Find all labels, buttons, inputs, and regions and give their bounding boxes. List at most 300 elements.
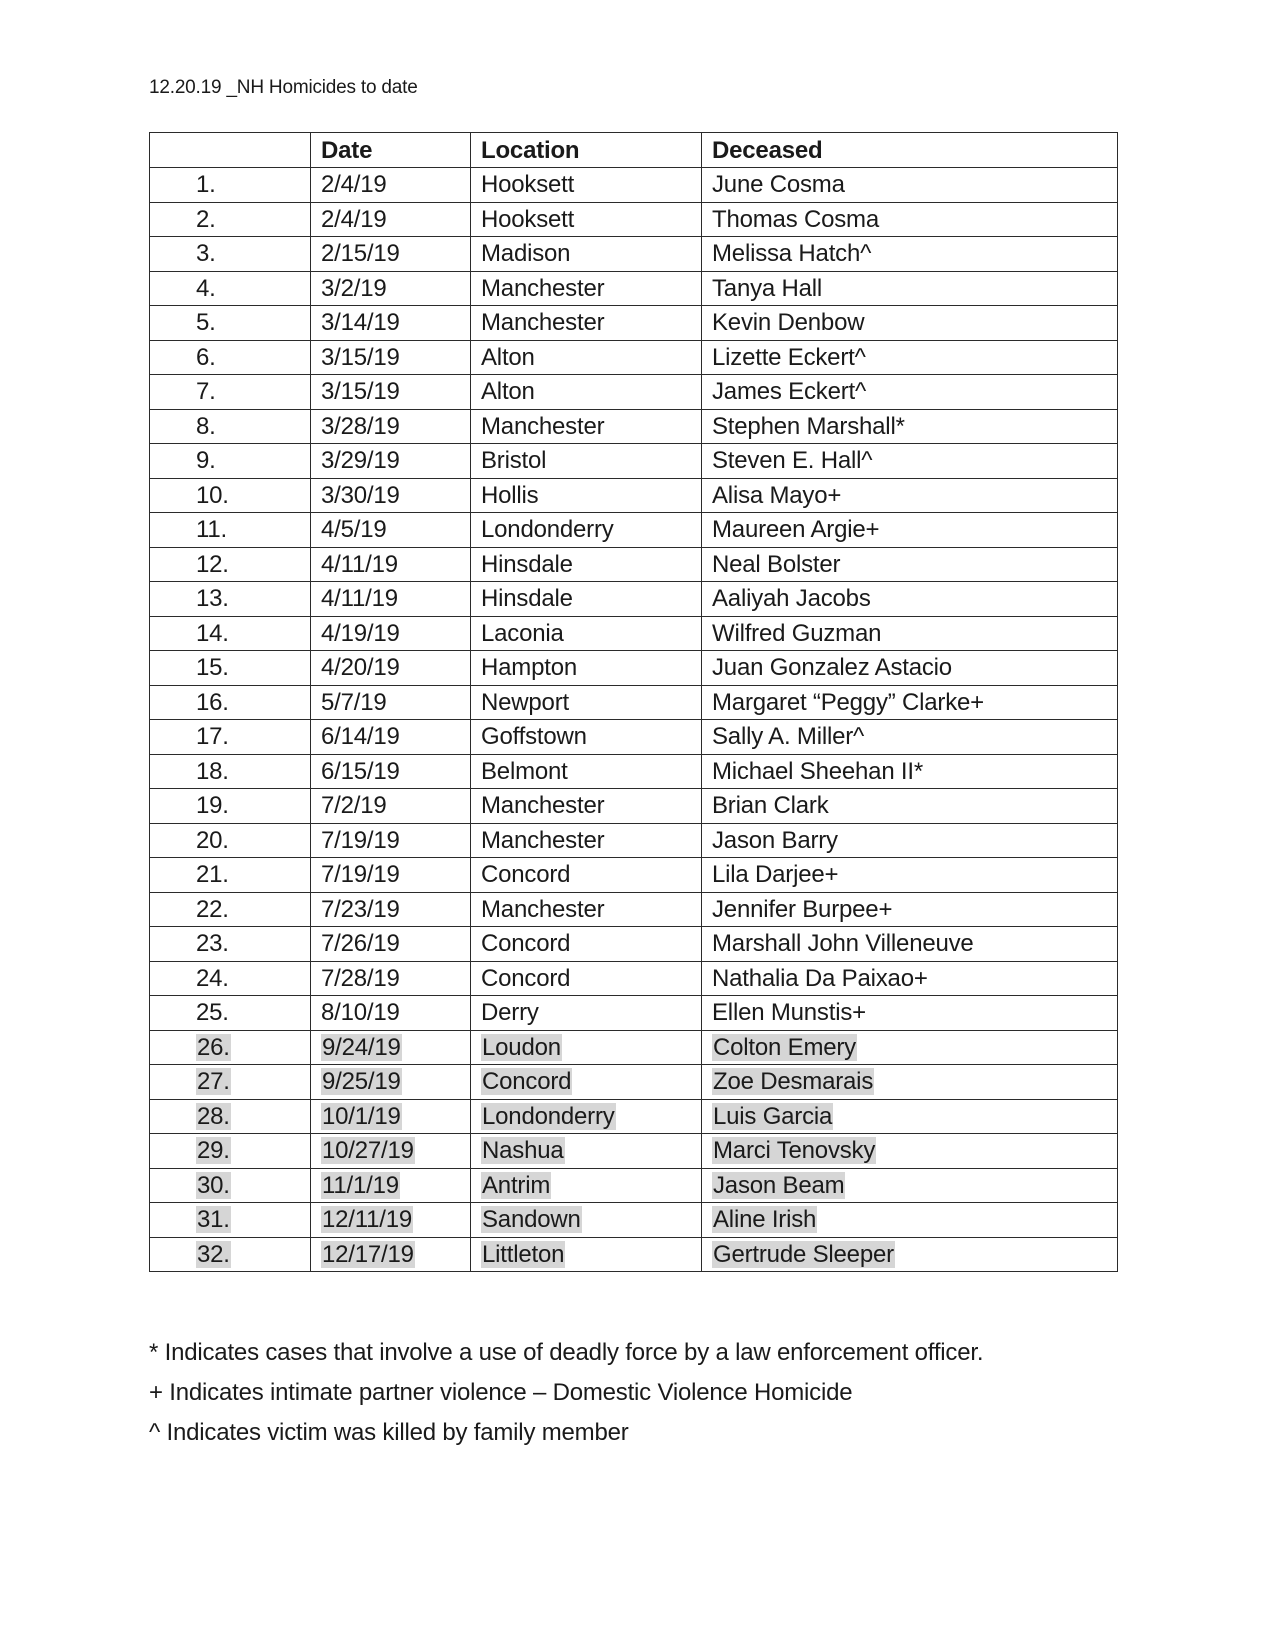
row-deceased-cell (702, 306, 1118, 341)
row-location: Manchester (481, 412, 605, 440)
row-number-cell (150, 754, 311, 789)
table-row (150, 202, 1118, 237)
row-location: Manchester (481, 792, 605, 820)
table-row (150, 168, 1118, 203)
row-deceased: Gertrude Sleeper (713, 1240, 894, 1268)
row-number: 14. (196, 619, 229, 647)
row-location-cell (471, 858, 702, 893)
table-row (150, 1030, 1118, 1065)
row-number: 6. (196, 343, 216, 371)
row-date-cell (311, 1134, 471, 1169)
table-row (150, 1237, 1118, 1272)
row-deceased: Thomas Cosma (712, 205, 879, 233)
row-date-cell (311, 789, 471, 824)
row-date-cell (311, 754, 471, 789)
row-date: 7/23/19 (321, 895, 400, 923)
row-deceased-cell (702, 409, 1118, 444)
row-deceased-cell (702, 651, 1118, 686)
row-date: 7/19/19 (321, 861, 400, 889)
row-number-cell (150, 582, 311, 617)
row-deceased-cell (702, 1030, 1118, 1065)
footnote-family-member: ^ Indicates victim was killed by family member (149, 1419, 629, 1446)
row-location: Hinsdale (481, 585, 573, 613)
table-row (150, 375, 1118, 410)
row-date: 7/19/19 (321, 826, 400, 854)
table-row (150, 1065, 1118, 1100)
row-number-cell (150, 789, 311, 824)
row-deceased: June Cosma (712, 171, 845, 199)
row-date-cell (311, 478, 471, 513)
row-deceased: Alisa Mayo+ (712, 481, 842, 509)
row-date-cell (311, 720, 471, 755)
row-deceased-cell (702, 582, 1118, 617)
row-deceased: Steven E. Hall^ (712, 447, 873, 475)
row-number: 18. (196, 757, 229, 785)
row-location-cell (471, 237, 702, 272)
table-row (150, 478, 1118, 513)
row-number-cell (150, 651, 311, 686)
row-date-cell (311, 168, 471, 203)
table-row (150, 651, 1118, 686)
row-number: 26. (197, 1033, 230, 1061)
row-deceased-cell (702, 444, 1118, 479)
row-location: Belmont (481, 757, 568, 785)
row-deceased-cell (702, 237, 1118, 272)
row-deceased-cell (702, 1168, 1118, 1203)
row-deceased-cell (702, 996, 1118, 1031)
row-date-cell (311, 996, 471, 1031)
table-row (150, 754, 1118, 789)
row-date-cell (311, 306, 471, 341)
row-location-cell (471, 1065, 702, 1100)
row-location-cell (471, 444, 702, 479)
row-date: 6/14/19 (321, 723, 400, 751)
row-location-cell (471, 582, 702, 617)
row-location-cell (471, 1237, 702, 1272)
row-deceased-cell (702, 1237, 1118, 1272)
row-date: 10/1/19 (322, 1102, 401, 1130)
row-number: 16. (196, 688, 229, 716)
row-location: Manchester (481, 309, 605, 337)
row-number-cell (150, 547, 311, 582)
row-deceased-cell (702, 202, 1118, 237)
row-date: 3/15/19 (321, 378, 400, 406)
row-number-cell (150, 892, 311, 927)
row-deceased-cell (702, 685, 1118, 720)
row-location: Hollis (481, 481, 539, 509)
row-location-cell (471, 823, 702, 858)
row-date-cell (311, 927, 471, 962)
row-location: Hampton (481, 654, 577, 682)
row-deceased-cell (702, 616, 1118, 651)
row-location-cell (471, 409, 702, 444)
row-location-cell (471, 927, 702, 962)
table-row (150, 892, 1118, 927)
table-row (150, 961, 1118, 996)
row-deceased-cell (702, 375, 1118, 410)
table-row (150, 271, 1118, 306)
row-date: 5/7/19 (321, 688, 387, 716)
row-location: Manchester (481, 274, 605, 302)
row-number: 4. (196, 274, 216, 302)
row-number: 24. (196, 964, 229, 992)
row-date: 3/2/19 (321, 274, 387, 302)
row-deceased: Jason Beam (713, 1171, 845, 1199)
table-row (150, 444, 1118, 479)
row-number: 31. (197, 1206, 230, 1234)
row-number: 32. (197, 1240, 230, 1268)
row-date: 4/5/19 (321, 516, 387, 544)
row-location: Concord (481, 861, 571, 889)
row-date: 3/30/19 (321, 481, 400, 509)
row-date: 3/29/19 (321, 447, 400, 475)
row-location-cell (471, 1099, 702, 1134)
row-number-cell (150, 1099, 311, 1134)
table-row (150, 1203, 1118, 1238)
row-number: 23. (196, 930, 229, 958)
row-number: 9. (196, 447, 216, 475)
row-date-cell (311, 616, 471, 651)
row-number-cell (150, 685, 311, 720)
homicides-table (149, 132, 1118, 1272)
row-deceased: Kevin Denbow (712, 309, 865, 337)
row-date: 4/11/19 (321, 550, 398, 578)
row-date: 4/11/19 (321, 585, 398, 613)
row-deceased-cell (702, 168, 1118, 203)
row-location: Sandown (482, 1206, 581, 1234)
table-row (150, 306, 1118, 341)
table-row (150, 823, 1118, 858)
row-date: 10/27/19 (322, 1137, 414, 1165)
row-deceased: Marshall John Villeneuve (712, 930, 974, 958)
row-deceased: Ellen Munstis+ (712, 999, 866, 1027)
row-deceased-cell (702, 340, 1118, 375)
row-number-cell (150, 375, 311, 410)
row-date: 4/20/19 (321, 654, 400, 682)
row-location: Concord (482, 1068, 572, 1096)
row-location-cell (471, 547, 702, 582)
row-number-cell (150, 1065, 311, 1100)
row-number: 8. (196, 412, 216, 440)
row-date: 11/1/19 (322, 1171, 399, 1199)
row-date-cell (311, 547, 471, 582)
row-deceased: Colton Emery (713, 1033, 856, 1061)
row-deceased: Margaret “Peggy” Clarke+ (712, 688, 984, 716)
row-location: Goffstown (481, 723, 587, 751)
row-date: 3/28/19 (321, 412, 400, 440)
row-date-cell (311, 1065, 471, 1100)
row-number-cell (150, 720, 311, 755)
row-deceased: Brian Clark (712, 792, 829, 820)
row-date: 3/14/19 (321, 309, 400, 337)
row-number-cell (150, 409, 311, 444)
row-deceased: Aline Irish (713, 1206, 817, 1234)
row-location: Manchester (481, 826, 605, 854)
row-location-cell (471, 651, 702, 686)
row-deceased: Zoe Desmarais (713, 1068, 874, 1096)
row-date: 6/15/19 (321, 757, 400, 785)
row-deceased-cell (702, 892, 1118, 927)
row-date-cell (311, 651, 471, 686)
row-deceased: Luis Garcia (713, 1102, 833, 1130)
table-row (150, 616, 1118, 651)
row-date-cell (311, 1237, 471, 1272)
row-date: 7/2/19 (321, 792, 387, 820)
row-location: Londonderry (481, 516, 614, 544)
row-deceased: Stephen Marshall* (712, 412, 905, 440)
document-title: 12.20.19 _NH Homicides to date (149, 77, 418, 98)
table-row (150, 1134, 1118, 1169)
row-date-cell (311, 444, 471, 479)
header-date: Date (311, 133, 471, 168)
row-date-cell (311, 582, 471, 617)
row-deceased-cell (702, 271, 1118, 306)
table-row (150, 685, 1118, 720)
row-date: 7/28/19 (321, 964, 400, 992)
row-number-cell (150, 237, 311, 272)
row-deceased: James Eckert^ (712, 378, 867, 406)
row-date-cell (311, 961, 471, 996)
row-deceased-cell (702, 1203, 1118, 1238)
row-location: Nashua (482, 1137, 564, 1165)
row-location-cell (471, 340, 702, 375)
row-date: 2/4/19 (321, 171, 387, 199)
row-location: Derry (481, 999, 539, 1027)
row-number: 15. (196, 654, 229, 682)
row-location: Hooksett (481, 205, 575, 233)
table-row (150, 1168, 1118, 1203)
header-number (150, 133, 311, 168)
row-location-cell (471, 685, 702, 720)
row-deceased-cell (702, 789, 1118, 824)
row-number: 17. (196, 723, 229, 751)
row-date-cell (311, 513, 471, 548)
row-deceased: Nathalia Da Paixao+ (712, 964, 928, 992)
row-location: Loudon (482, 1033, 561, 1061)
row-number-cell (150, 478, 311, 513)
row-date-cell (311, 685, 471, 720)
row-number: 28. (197, 1102, 230, 1130)
row-date: 4/19/19 (321, 619, 400, 647)
row-location-cell (471, 478, 702, 513)
row-number-cell (150, 202, 311, 237)
row-number-cell (150, 513, 311, 548)
row-deceased: Melissa Hatch^ (712, 240, 872, 268)
row-number-cell (150, 1203, 311, 1238)
row-deceased: Marci Tenovsky (713, 1137, 876, 1165)
row-date: 2/4/19 (321, 205, 387, 233)
row-location-cell (471, 961, 702, 996)
row-number-cell (150, 306, 311, 341)
row-number: 2. (196, 205, 216, 233)
row-deceased: Juan Gonzalez Astacio (712, 654, 952, 682)
row-location: Littleton (482, 1240, 565, 1268)
row-date-cell (311, 858, 471, 893)
row-date: 9/25/19 (322, 1068, 401, 1096)
row-number: 21. (196, 861, 229, 889)
row-date-cell (311, 340, 471, 375)
row-date: 7/26/19 (321, 930, 400, 958)
row-location-cell (471, 754, 702, 789)
row-location-cell (471, 720, 702, 755)
header-deceased: Deceased (702, 133, 1118, 168)
row-date-cell (311, 1168, 471, 1203)
footnote-deadly-force: * Indicates cases that involve a use of deadly force by a law enforcement officer. (149, 1339, 984, 1366)
row-location: Concord (481, 930, 571, 958)
row-location: Alton (481, 343, 535, 371)
row-date: 8/10/19 (321, 999, 400, 1027)
row-number: 25. (196, 999, 229, 1027)
table-row (150, 237, 1118, 272)
row-location-cell (471, 202, 702, 237)
row-deceased-cell (702, 961, 1118, 996)
row-number-cell (150, 927, 311, 962)
row-location: Manchester (481, 895, 605, 923)
row-location: Hinsdale (481, 550, 573, 578)
row-deceased-cell (702, 1134, 1118, 1169)
row-deceased: Jason Barry (712, 826, 838, 854)
row-number: 20. (196, 826, 229, 854)
row-number: 19. (196, 792, 229, 820)
row-deceased: Wilfred Guzman (712, 619, 882, 647)
row-deceased-cell (702, 823, 1118, 858)
row-deceased-cell (702, 1099, 1118, 1134)
row-number: 29. (197, 1137, 230, 1165)
row-number-cell (150, 1134, 311, 1169)
table-header-row (150, 133, 1118, 168)
header-location: Location (471, 133, 702, 168)
row-deceased: Michael Sheehan II* (712, 757, 924, 785)
row-location-cell (471, 271, 702, 306)
table-row (150, 513, 1118, 548)
row-number-cell (150, 168, 311, 203)
row-number: 27. (197, 1068, 230, 1096)
row-deceased-cell (702, 858, 1118, 893)
row-number-cell (150, 961, 311, 996)
row-number: 13. (196, 585, 229, 613)
row-deceased-cell (702, 513, 1118, 548)
row-date: 12/17/19 (322, 1240, 414, 1268)
row-number-cell (150, 996, 311, 1031)
row-date: 9/24/19 (322, 1033, 401, 1061)
row-location-cell (471, 789, 702, 824)
footnote-domestic-violence: + Indicates intimate partner violence – Domestic Violence Homicide (149, 1379, 853, 1406)
row-location-cell (471, 1203, 702, 1238)
row-location-cell (471, 1030, 702, 1065)
row-date-cell (311, 271, 471, 306)
row-number: 22. (196, 895, 229, 923)
row-number-cell (150, 858, 311, 893)
row-location: Antrim (482, 1171, 551, 1199)
row-deceased: Tanya Hall (712, 274, 823, 302)
row-number-cell (150, 1237, 311, 1272)
row-location-cell (471, 616, 702, 651)
row-deceased-cell (702, 547, 1118, 582)
table-row (150, 996, 1118, 1031)
row-number: 10. (196, 481, 229, 509)
footnotes (149, 1333, 983, 1453)
row-location: Londonderry (482, 1102, 615, 1130)
row-location: Alton (481, 378, 535, 406)
row-date-cell (311, 1030, 471, 1065)
row-location-cell (471, 168, 702, 203)
row-date-cell (311, 237, 471, 272)
row-deceased: Lizette Eckert^ (712, 343, 866, 371)
row-date-cell (311, 375, 471, 410)
row-date-cell (311, 409, 471, 444)
row-number-cell (150, 271, 311, 306)
row-date-cell (311, 823, 471, 858)
row-location-cell (471, 1134, 702, 1169)
row-location: Madison (481, 240, 571, 268)
row-date-cell (311, 892, 471, 927)
table-body (150, 168, 1118, 1272)
row-deceased-cell (702, 478, 1118, 513)
row-number: 12. (196, 550, 229, 578)
table-row (150, 789, 1118, 824)
row-location-cell (471, 375, 702, 410)
row-number: 1. (196, 171, 216, 199)
row-deceased-cell (702, 927, 1118, 962)
row-location-cell (471, 1168, 702, 1203)
row-number-cell (150, 823, 311, 858)
row-date: 12/11/19 (322, 1206, 413, 1234)
table-row (150, 1099, 1118, 1134)
row-location: Bristol (481, 447, 547, 475)
table-row (150, 858, 1118, 893)
row-deceased: Neal Bolster (712, 550, 841, 578)
table-row (150, 340, 1118, 375)
row-deceased-cell (702, 720, 1118, 755)
row-deceased: Lila Darjee+ (712, 861, 839, 889)
table-row (150, 720, 1118, 755)
row-number-cell (150, 444, 311, 479)
row-date: 2/15/19 (321, 240, 400, 268)
row-deceased-cell (702, 754, 1118, 789)
row-number: 3. (196, 240, 216, 268)
row-location-cell (471, 892, 702, 927)
row-number-cell (150, 340, 311, 375)
row-location-cell (471, 306, 702, 341)
table-row (150, 927, 1118, 962)
row-location: Newport (481, 688, 569, 716)
row-deceased: Aaliyah Jacobs (712, 585, 871, 613)
row-deceased: Jennifer Burpee+ (712, 895, 893, 923)
row-number: 11. (196, 516, 227, 544)
row-number: 30. (197, 1171, 230, 1199)
table-row (150, 582, 1118, 617)
row-date-cell (311, 1203, 471, 1238)
row-date-cell (311, 1099, 471, 1134)
row-date-cell (311, 202, 471, 237)
row-location-cell (471, 996, 702, 1031)
row-deceased-cell (702, 1065, 1118, 1100)
row-number: 7. (196, 378, 216, 406)
row-deceased: Sally A. Miller^ (712, 723, 865, 751)
table-row (150, 547, 1118, 582)
row-deceased: Maureen Argie+ (712, 516, 880, 544)
row-location: Hooksett (481, 171, 575, 199)
row-location-cell (471, 513, 702, 548)
row-location: Laconia (481, 619, 564, 647)
row-location: Concord (481, 964, 571, 992)
table-row (150, 409, 1118, 444)
row-number-cell (150, 1168, 311, 1203)
row-date: 3/15/19 (321, 343, 400, 371)
row-number-cell (150, 1030, 311, 1065)
row-number: 5. (196, 309, 216, 337)
row-number-cell (150, 616, 311, 651)
